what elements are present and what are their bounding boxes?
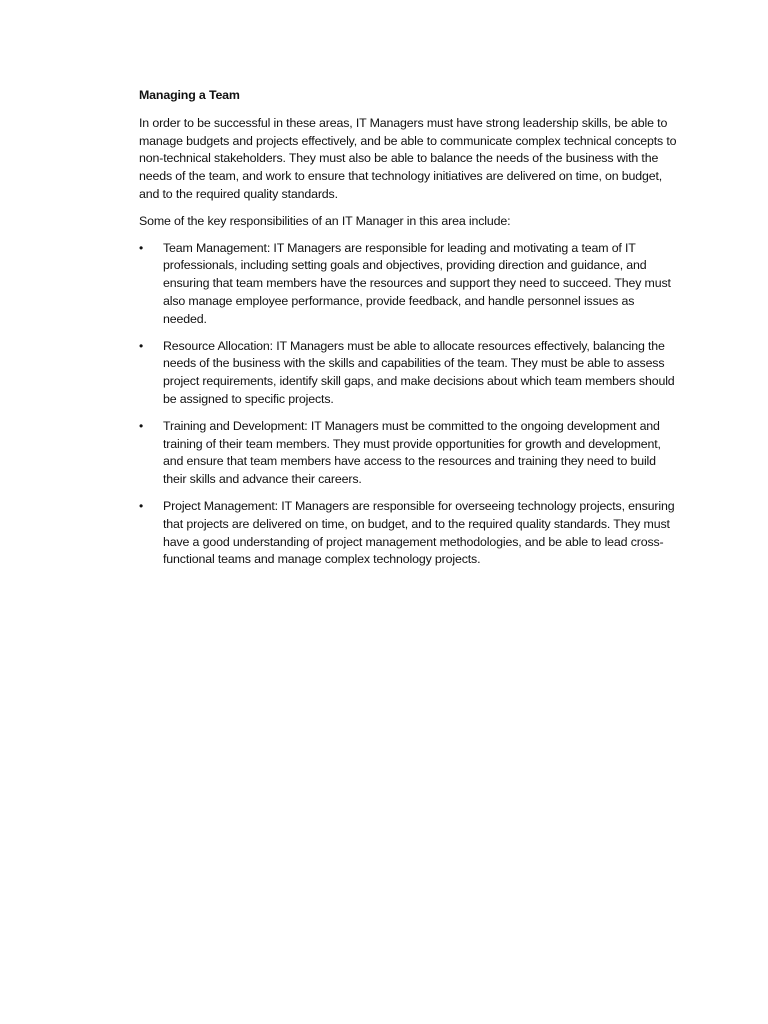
list-item-training-development [139,418,679,489]
responsibilities-list [139,240,679,570]
intro-paragraph: In order to be successful in these areas, IT Managers must have strong leadership skills, be able to manage budgets and projects effectively, and be able to communicate complex technical concepts to non-technical stakeholders. They must also be able to balance the needs of the business with the needs of the team, and work to ensure that technology initiatives are delivered on time, on budget, and to the required quality standards. [139,115,677,201]
responsibilities-lead-paragraph: Some of the key responsibilities of an IT Manager in this area include: [139,213,511,228]
bullet-icon: • [139,498,144,513]
bullet-icon: • [139,418,144,433]
list-item-text: Project Management: IT Managers are responsible for overseeing technology projects, ensuring that projects are delivered on time, on budget, and to the required quality standards. They must have a good understanding of project management methodologies, and be able to lead cross-functional teams and manage complex technology projects. [163,498,675,567]
list-item-resource-allocation [139,338,679,409]
list-item-text: Training and Development: IT Managers must be committed to the ongoing development and training of their team members. They must provide opportunities for growth and development, and ensure that team members have access to the resources and training they need to build their skills and advance their careers. [163,418,661,487]
document-body [139,87,679,578]
list-item-text: Resource Allocation: IT Managers must be able to allocate resources effectively, balancing the needs of the business with the skills and capabilities of the team. They must be able to assess project requirements, identify skill gaps, and make decisions about which team members should be assigned to specific projects. [163,338,675,406]
list-item-team-management [139,240,679,329]
bullet-icon: • [139,240,144,255]
list-item-project-management [139,498,679,569]
section-heading: Managing a Team [139,88,240,102]
list-item-text: Team Management: IT Managers are responsible for leading and motivating a team of IT professionals, including setting goals and objectives, providing direction and guidance, and ensuring that team members have the resources and support they need to succeed. They must also manage employee performance, provide feedback, and handle personnel issues as needed. [163,240,671,326]
bullet-icon: • [139,338,144,353]
